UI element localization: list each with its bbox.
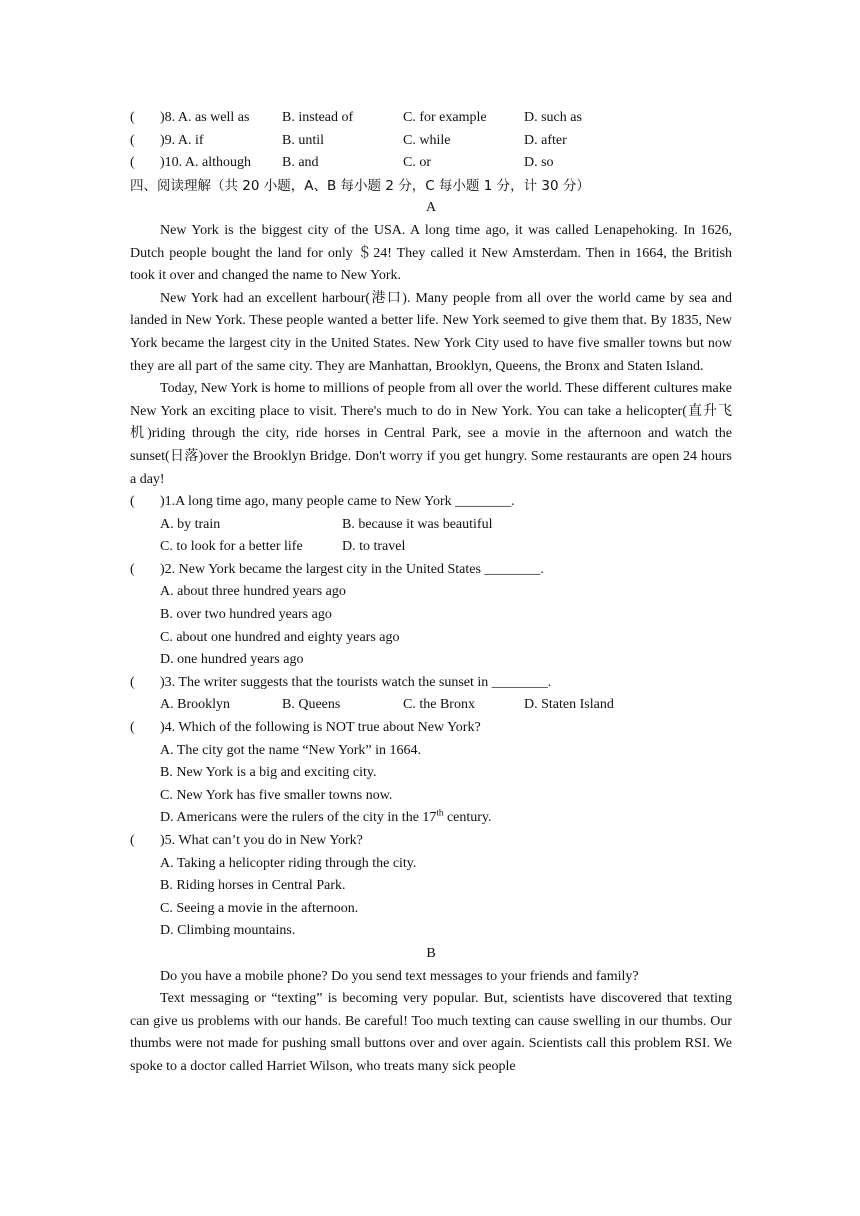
option-c: C. for example xyxy=(403,110,487,125)
question-stem: )1.A long time ago, many people came to New York ________. xyxy=(160,494,515,510)
exam-page xyxy=(130,107,732,1079)
option-d-tail: century. xyxy=(443,810,492,826)
passage-a-paragraph-3: Today, New York is home to millions of people from all over the world. These different cultures make New York an exciting place to visit. There's much to do in New York. You can take a helicopter(直升飞机)riding through the city, ride horses in Central Park, see a movie in the afternoon and watch the sunset(日落)over the Brooklyn Bridge. Don't worry if you get hungry. Some restaurants are open 24 hours a day! xyxy=(130,381,732,487)
passage-a-label: A xyxy=(425,200,437,216)
option-b: B. until xyxy=(282,132,325,148)
option-c: C. Seeing a movie in the afternoon. xyxy=(160,900,359,916)
question-1-options-cd xyxy=(130,536,732,559)
cloze-question-10 xyxy=(130,152,732,175)
option-b: B. Queens xyxy=(282,697,341,713)
option-d: D. so xyxy=(524,155,554,171)
answer-paren: ( xyxy=(130,110,135,125)
question-5 xyxy=(130,830,732,853)
option-d: D. one hundred years ago xyxy=(160,652,304,668)
question-stem: )2. New York became the largest city in the United States ________. xyxy=(160,561,544,577)
option-b: B. Riding horses in Central Park. xyxy=(160,878,346,894)
option-b: B. and xyxy=(282,155,319,171)
question-stem: )4. Which of the following is NOT true about New York? xyxy=(160,720,481,736)
answer-paren: ( xyxy=(130,155,135,171)
option-a: A. Taking a helicopter riding through the city. xyxy=(160,855,417,871)
option-b: B. instead of xyxy=(282,110,354,125)
option-b: B. over two hundred years ago xyxy=(160,607,332,623)
option-a: )9. A. if xyxy=(160,132,204,148)
answer-paren: ( xyxy=(130,833,135,848)
option-a: A. The city got the name “New York” in 1664. xyxy=(160,742,422,758)
question-3 xyxy=(130,672,732,695)
option-d: D. Climbing mountains. xyxy=(160,923,296,939)
option-d xyxy=(130,807,732,830)
question-4 xyxy=(130,717,732,740)
option-c: C. or xyxy=(403,155,431,171)
cloze-question-8 xyxy=(130,107,732,130)
option-b: B. because it was beautiful xyxy=(342,516,493,532)
option-a: )8. A. as well as xyxy=(160,110,250,125)
option-c: C. New York has five smaller towns now. xyxy=(160,787,393,803)
option-c: C. the Bronx xyxy=(403,697,475,713)
passage-b-paragraph-1: Do you have a mobile phone? Do you send text messages to your friends and family? xyxy=(160,968,639,984)
option-c: C. while xyxy=(403,132,451,148)
question-3-options xyxy=(130,694,732,717)
passage-b-label: B xyxy=(426,945,436,961)
question-stem: )5. What can’t you do in New York? xyxy=(160,833,363,848)
passage-a-paragraph-1: New York is the biggest city of the USA. A long time ago, it was called Lenapehoking. In 1626, Dutch people bought the land for only ＄24! They called it New Amsterdam. Then in 1664, the British took it over and changed the name to New York. xyxy=(130,222,732,284)
answer-paren: ( xyxy=(130,132,135,148)
option-a: A. by train xyxy=(160,516,221,532)
option-d: D. such as xyxy=(524,110,582,125)
option-d: D. after xyxy=(524,132,567,148)
option-d: D. Staten Island xyxy=(524,697,614,713)
ordinal-suffix: th xyxy=(436,807,444,818)
passage-a-paragraph-2: New York had an excellent harbour(港口). Many people from all over the world came by sea and landed in New York. These people wanted a better life. New York seemed to give them that. By 1835, New York became the largest city in the United States. New York City used to have five smaller towns but now they are all part of the same city. They are Manhattan, Brooklyn, Queens, the Bronx and Staten Island. xyxy=(130,290,732,374)
answer-paren: ( xyxy=(130,720,135,736)
question-1 xyxy=(130,491,732,514)
question-2 xyxy=(130,559,732,582)
option-d: D. to travel xyxy=(342,539,406,555)
option-b: B. New York is a big and exciting city. xyxy=(160,765,377,781)
section-heading: 四、阅读理解（共 20 小题，A、B 每小题 2 分，C 每小题 1 分，计 30 分） xyxy=(130,177,590,194)
cloze-question-9 xyxy=(130,130,732,153)
question-stem: )3. The writer suggests that the tourists watch the sunset in ________. xyxy=(160,674,552,690)
answer-paren: ( xyxy=(130,561,135,577)
question-1-options-ab xyxy=(130,514,732,537)
answer-paren: ( xyxy=(130,494,135,510)
passage-b-paragraph-2: Text messaging or “texting” is becoming very popular. But, scientists have discovered that texting can give us problems with our hands. Be careful! Too much texting can cause swelling in our thumbs. Our thumbs were not made for pushing small buttons over and over again. Scientists call this problem RSI. We spoke to a doctor called Harriet Wilson, who treats many sick people xyxy=(130,991,732,1074)
option-c: C. to look for a better life xyxy=(160,539,303,555)
option-c: C. about one hundred and eighty years ago xyxy=(160,629,400,645)
answer-paren: ( xyxy=(130,674,135,690)
option-a: A. Brooklyn xyxy=(160,697,230,713)
option-a: )10. A. although xyxy=(160,155,251,171)
option-d-text: D. Americans were the rulers of the city in the 17 xyxy=(160,810,437,826)
option-a: A. about three hundred years ago xyxy=(160,584,346,600)
